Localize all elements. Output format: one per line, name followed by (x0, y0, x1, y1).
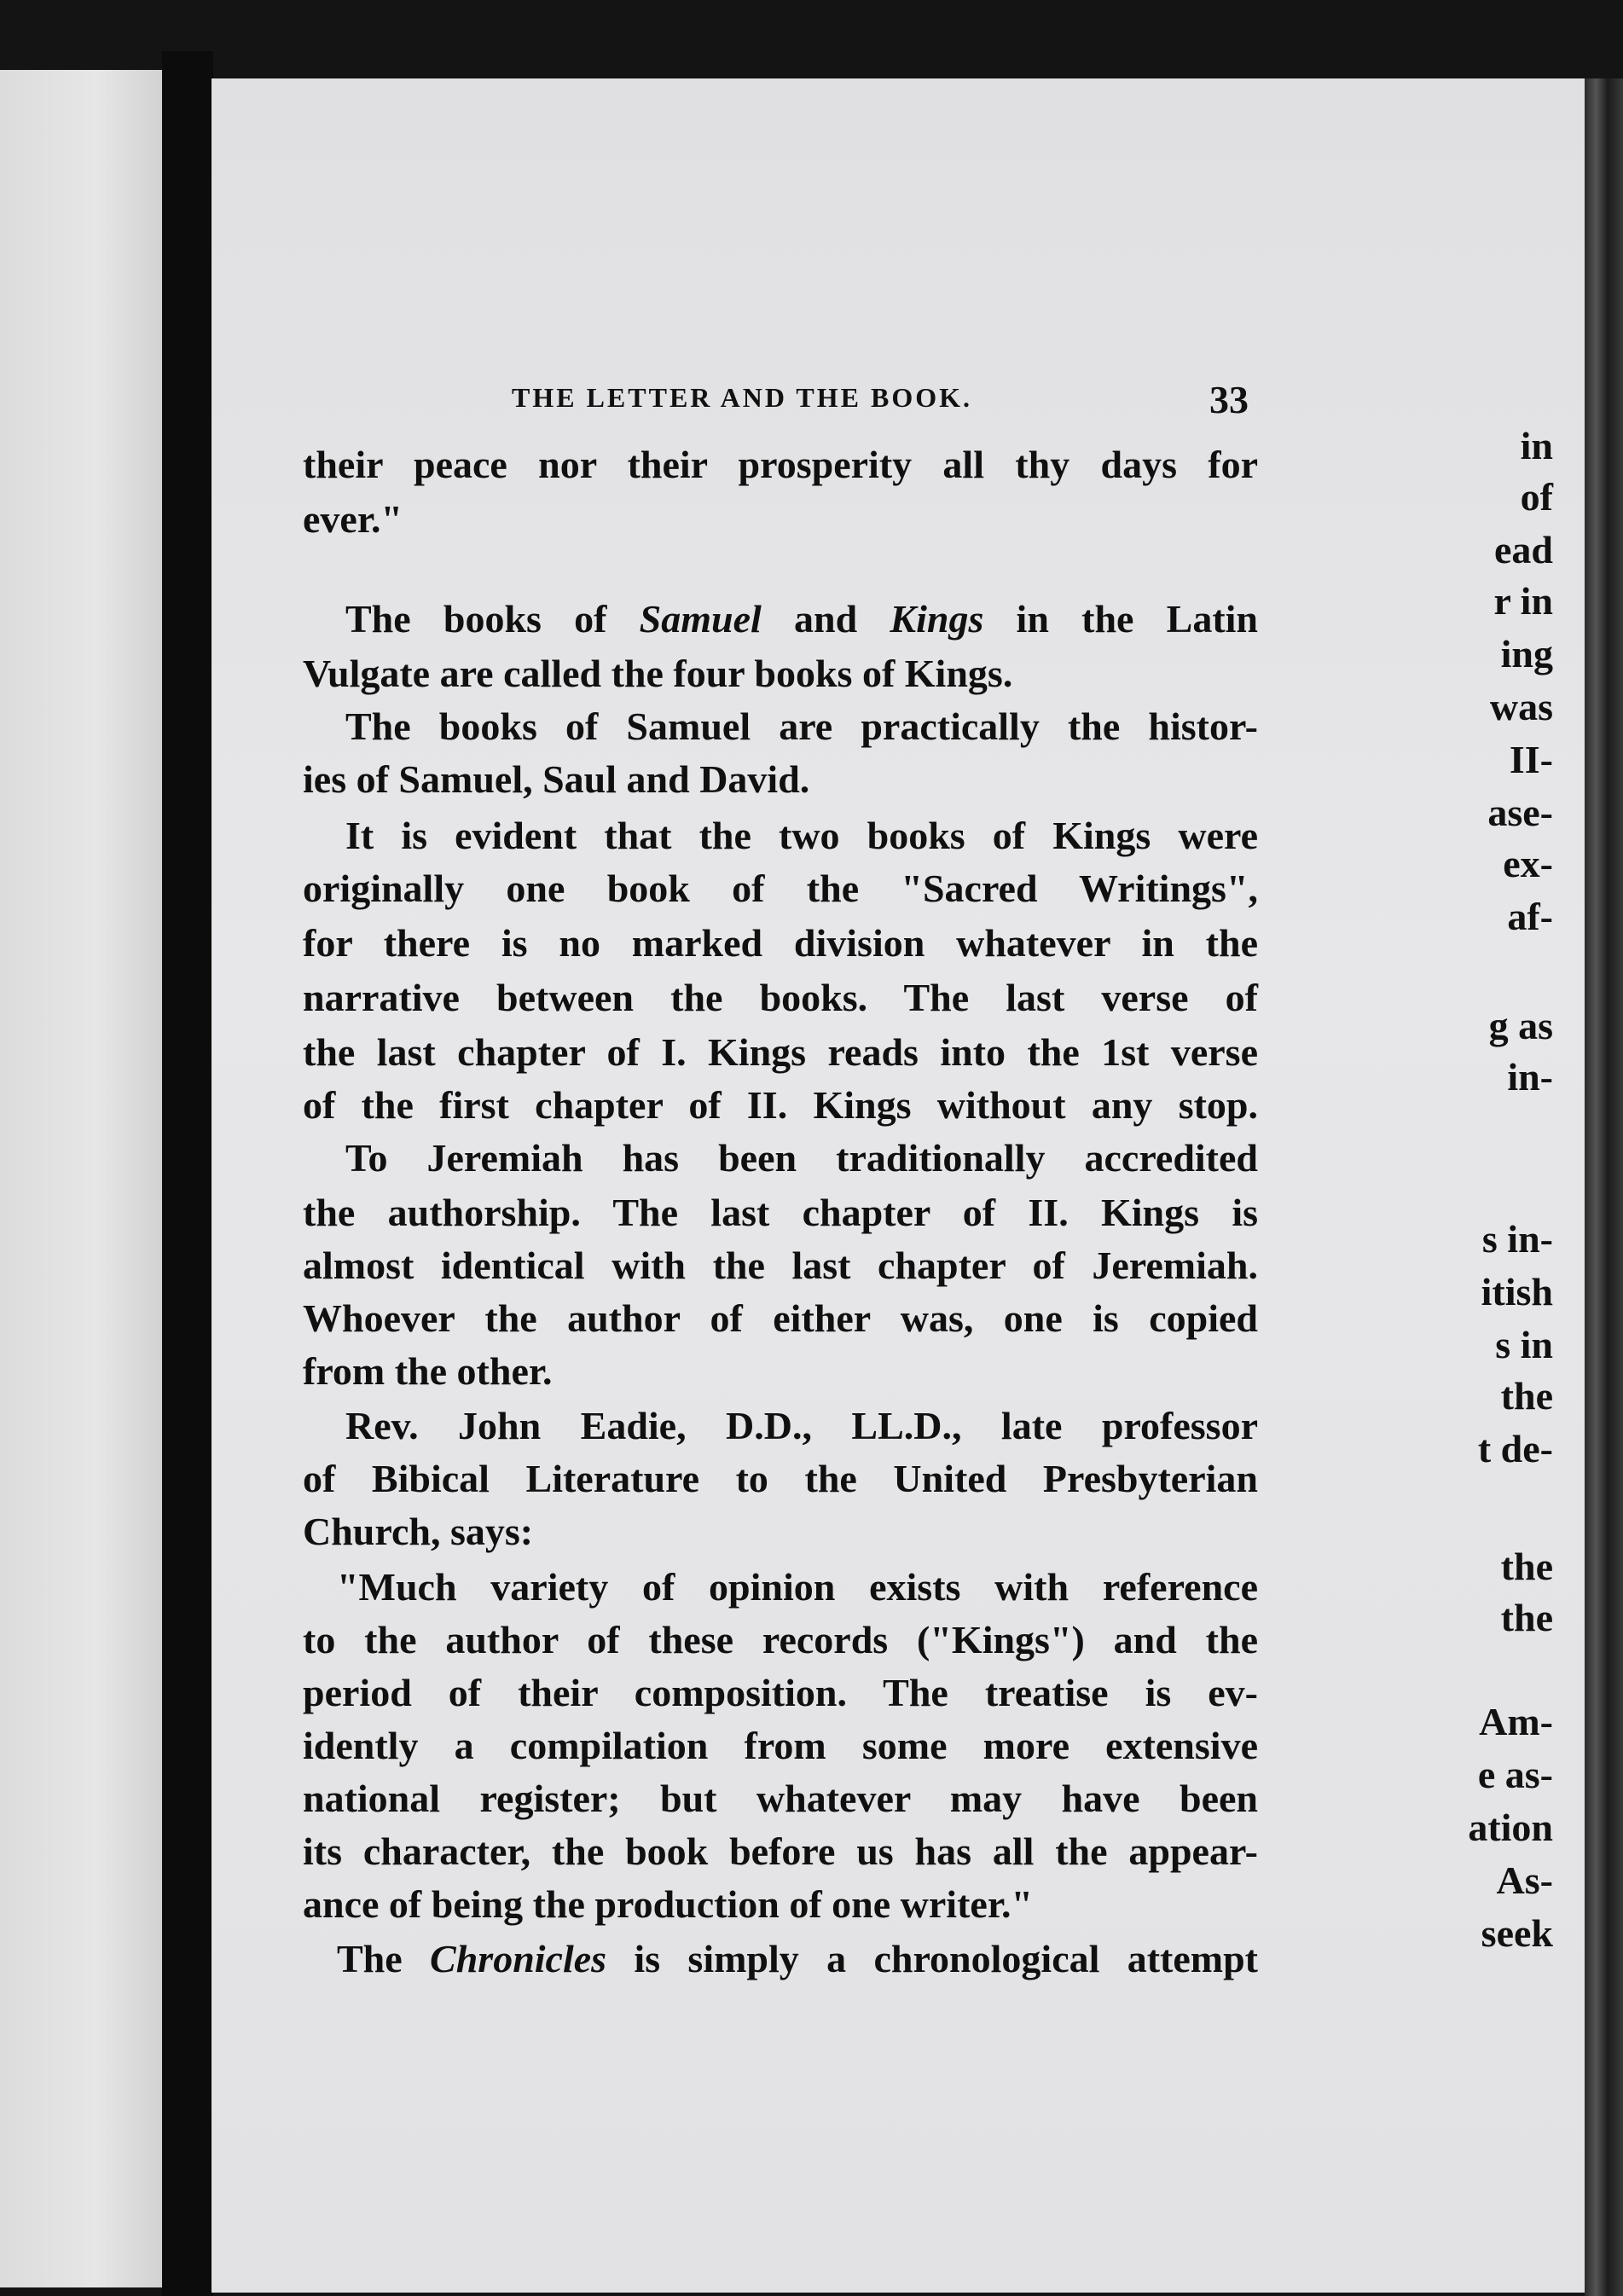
body-line: The books of Samuel and Kings in the Latin (345, 597, 1259, 641)
body-line: their peace nor their prosperity all thy days for (303, 443, 1258, 486)
body-line: originally one book of the "Sacred Writings", (303, 867, 1258, 910)
italic-kings: Kings (890, 597, 984, 641)
body-line: Vulgate are called the four books of Kings. (303, 652, 1013, 695)
left-page-fragment: s in (1495, 1323, 1553, 1366)
body-text (303, 0, 1258, 2296)
body-line: almost identical with the last chapter of Jeremiah. (303, 1244, 1258, 1287)
page-stack-edge (1585, 78, 1623, 2296)
body-line: Whoever the author of either was, one is copied (303, 1296, 1258, 1340)
body-line: narrative between the books. The last verse of (303, 976, 1258, 1019)
left-page-fragment: e as- (1477, 1753, 1553, 1796)
body-line: Church, says: (303, 1510, 534, 1553)
body-line: Rev. John Eadie, D.D., LL.D., late professor (345, 1404, 1258, 1447)
left-page-fragment: seek (1481, 1911, 1553, 1955)
body-line: to the author of these records ("Kings") and the (303, 1618, 1258, 1661)
body-line: To Jeremiah has been traditionally accredited (345, 1136, 1258, 1180)
left-page-fragment: the (1500, 1374, 1553, 1418)
body-line: of the first chapter of II. Kings without any stop. (303, 1083, 1258, 1127)
left-page-fragment: ation (1468, 1806, 1553, 1849)
left-page-fragment: ex- (1503, 842, 1553, 885)
left-page-fragment: in- (1507, 1055, 1553, 1099)
italic-chronicles: Chronicles (430, 1937, 607, 1980)
left-page-fragment: in (1520, 424, 1553, 467)
left-page-fragment: g as (1488, 1004, 1553, 1047)
left-page-fragment: ead (1494, 528, 1553, 571)
body-line: the authorship. The last chapter of II. Kings is (303, 1191, 1258, 1234)
left-page-fragment: II- (1509, 738, 1553, 781)
left-page-fragment: was (1489, 685, 1553, 728)
body-line: ever." (303, 497, 403, 541)
left-page-fragment: the (1500, 1545, 1553, 1588)
body-line: period of their composition. The treatise is ev- (303, 1671, 1258, 1714)
book-gutter (162, 51, 213, 2296)
italic-samuel: Samuel (639, 597, 762, 641)
left-page-fragment: s in- (1481, 1217, 1553, 1261)
body-line: from the other. (303, 1349, 553, 1393)
running-header: THE LETTER AND THE BOOK. (512, 382, 972, 413)
left-page-fragment: Am- (1479, 1700, 1553, 1743)
left-page-fragment: r in (1493, 579, 1553, 623)
body-line: idently a compilation from some more extensive (303, 1724, 1258, 1767)
left-page-edge (0, 70, 162, 2287)
left-page-fragment: t de- (1477, 1427, 1553, 1470)
body-line: ies of Samuel, Saul and David. (303, 757, 810, 801)
body-line: of Bibical Literature to the United Presbyterian (303, 1457, 1258, 1500)
body-line: its character, the book before us has all the appear- (303, 1829, 1258, 1873)
body-line: It is evident that the two books of Kings were (345, 814, 1258, 857)
body-line: ance of being the production of one writer." (303, 1882, 1034, 1926)
body-line: The books of Samuel are practically the histor- (345, 704, 1258, 748)
body-line: national register; but whatever may have been (303, 1777, 1258, 1820)
body-line: "Much variety of opinion exists with reference (337, 1565, 1258, 1609)
left-page-fragment: ing (1500, 632, 1553, 675)
page-number: 33 (1209, 378, 1249, 421)
body-line: The Chronicles is simply a chronological attempt (337, 1937, 1259, 1980)
left-page-fragment: the (1500, 1596, 1553, 1639)
left-page-fragment: As- (1496, 1858, 1553, 1902)
left-page-fragment: af- (1507, 895, 1553, 938)
left-page-fragment: ase- (1487, 791, 1553, 834)
body-line: the last chapter of I. Kings reads into the 1st verse (303, 1030, 1258, 1074)
left-page-fragment: of (1520, 475, 1553, 519)
left-page-fragment: itish (1481, 1270, 1553, 1313)
body-line: for there is no marked division whatever in the (303, 921, 1258, 965)
